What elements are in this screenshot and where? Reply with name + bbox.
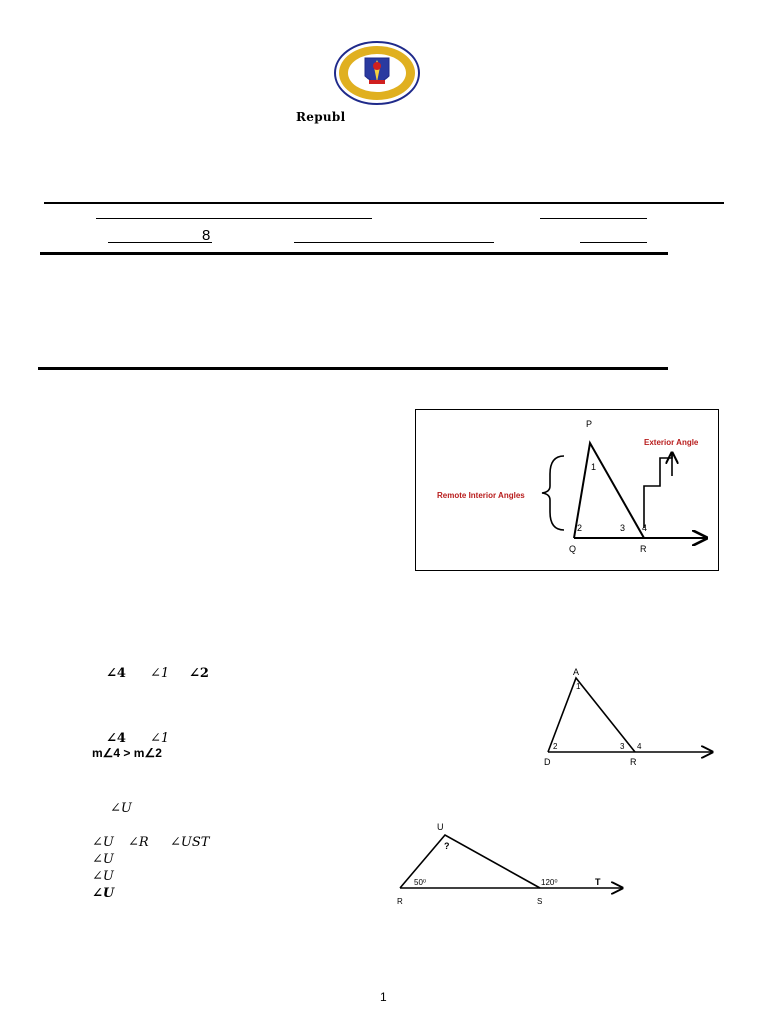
exterior-pointer-line bbox=[644, 454, 672, 528]
triangle-urs-figure bbox=[392, 818, 632, 910]
exterior-angle-label: Exterior Angle bbox=[644, 438, 699, 447]
example1-angle-4: ∠4 bbox=[106, 666, 126, 681]
score-field-line bbox=[580, 242, 647, 243]
date-field-line bbox=[540, 218, 647, 219]
triangle-adr bbox=[548, 678, 635, 752]
adr-vertex-r-label: R bbox=[630, 757, 637, 767]
exterior-angle-diagram bbox=[416, 410, 718, 570]
header-rule-top bbox=[44, 202, 724, 204]
grade-value: 8 bbox=[202, 227, 211, 244]
adr-angle-1: 1 bbox=[576, 682, 581, 691]
example2-angle-ust: ∠UST bbox=[170, 835, 210, 850]
page-number: 1 bbox=[380, 990, 387, 1004]
exterior-angle-figure bbox=[415, 409, 719, 571]
angle-2-label: 2 bbox=[577, 523, 583, 533]
example2-angle-u-answer: ∠U bbox=[92, 886, 115, 901]
deped-seal-logo bbox=[332, 40, 422, 106]
objective-rule-bottom bbox=[38, 367, 668, 370]
triangle-pqr bbox=[574, 443, 644, 538]
vertex-q-label: Q bbox=[569, 544, 577, 554]
angle-1-label: 1 bbox=[591, 462, 597, 472]
example2-angle-u-d: ∠U bbox=[92, 869, 114, 884]
urs-vertex-r-label: R bbox=[397, 897, 403, 906]
example1-angle-2: ∠2 bbox=[189, 666, 209, 681]
vertex-s-label: S bbox=[537, 897, 543, 906]
remote-interior-label: Remote Interior Angles bbox=[437, 491, 525, 500]
example2-angle-u: ∠U bbox=[110, 801, 132, 816]
section-field-line bbox=[294, 242, 494, 243]
exterior-angle-value: 120⁰ bbox=[541, 878, 558, 887]
point-t-label: T bbox=[595, 877, 601, 887]
triangle-adr-figure bbox=[540, 664, 720, 770]
vertex-r-label: R bbox=[640, 544, 647, 554]
adr-angle-4: 4 bbox=[637, 742, 642, 751]
adr-angle-3: 3 bbox=[620, 742, 625, 751]
example1-inequality: m∠4 > m∠2 bbox=[92, 746, 162, 760]
angle-r-value: 50⁰ bbox=[414, 878, 427, 887]
example1b-angle-4: ∠4 bbox=[106, 731, 126, 746]
unknown-angle-mark: ? bbox=[444, 841, 450, 851]
name-field-line bbox=[96, 218, 372, 219]
example2-angle-r: ∠R bbox=[128, 835, 149, 850]
example1-angle-1: ∠1 bbox=[150, 666, 170, 681]
example1b-angle-1: ∠1 bbox=[150, 731, 170, 746]
angle-3-label: 3 bbox=[620, 523, 626, 533]
angle-4-label: 4 bbox=[642, 523, 648, 533]
example2-angle-u-b: ∠U bbox=[92, 835, 114, 850]
adr-angle-2: 2 bbox=[553, 742, 558, 751]
example2-angle-u-c: ∠U bbox=[92, 852, 114, 867]
vertex-p-label: P bbox=[586, 419, 593, 429]
vertex-a-label: A bbox=[573, 667, 580, 677]
remote-angles-brace bbox=[542, 456, 564, 530]
vertex-u-label: U bbox=[437, 822, 444, 832]
vertex-d-label: D bbox=[544, 757, 551, 767]
republic-heading: Republ bbox=[296, 110, 346, 124]
header-rule-thick bbox=[40, 252, 668, 255]
grade-field-line bbox=[108, 242, 212, 243]
